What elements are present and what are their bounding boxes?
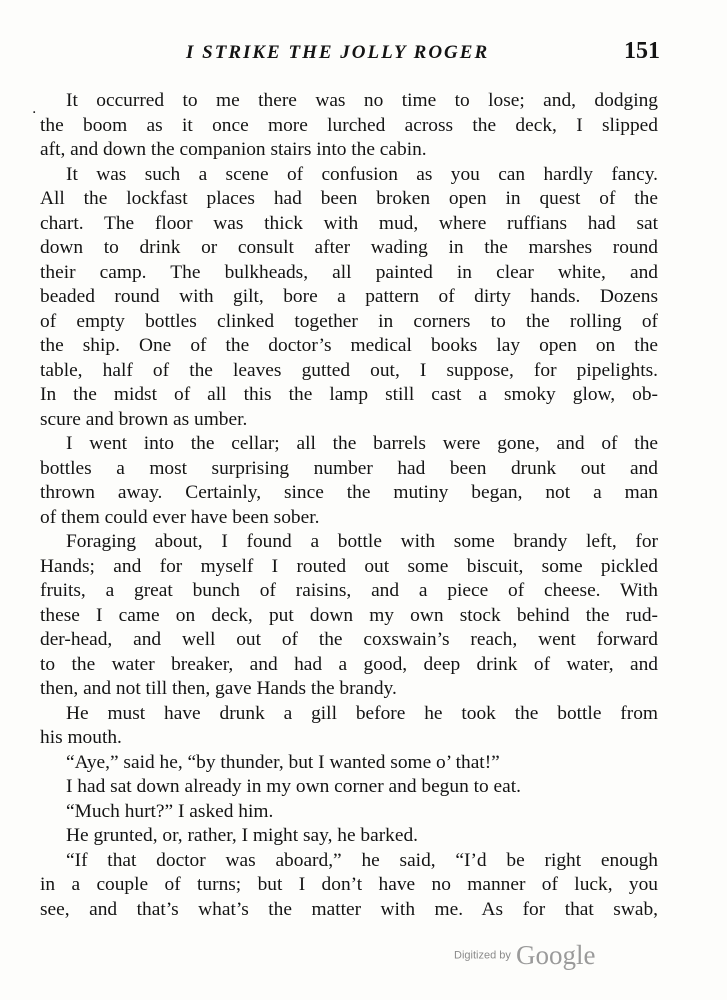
page-number: 151 (624, 38, 660, 64)
running-title: I STRIKE THE JOLLY ROGER (186, 42, 490, 63)
paragraph-9 (40, 824, 658, 849)
paragraph-5 (40, 702, 658, 751)
text-line: these I came on deck, put down my own stock behind the rud- (40, 604, 658, 626)
text-line: the boom as it once more lurched across the deck, I slipped (40, 114, 658, 136)
digitized-by-google-watermark (454, 940, 595, 971)
text-line: chart. The floor was thick with mud, where ruffians had sat (40, 212, 658, 234)
text-line: It was such a scene of confusion as you can hardly fancy. (66, 163, 658, 185)
text-line: in a couple of turns; but I don’t have no manner of luck, you (40, 874, 658, 895)
text-line: their camp. The bulkheads, all painted in clear white, and (40, 261, 658, 283)
text-line: down to drink or consult after wading in the marshes round (40, 237, 658, 258)
paragraph-1 (40, 89, 658, 163)
paragraph-2 (40, 163, 658, 433)
page-header (40, 38, 660, 72)
body-text (40, 89, 658, 922)
paragraph-10 (40, 849, 658, 923)
text-line: thrown away. Certainly, since the mutiny began, not a man (40, 482, 658, 503)
text-line: to the water breaker, and had a good, deep drink of water, and (40, 653, 658, 675)
paragraph-6 (40, 751, 658, 776)
text-line: of them could ever have been sober. (40, 506, 320, 528)
text-line: I had sat down already in my own corner and begun to eat. (66, 776, 521, 797)
text-line: I went into the cellar; all the barrels were gone, and of the (66, 433, 658, 454)
paragraph-7 (40, 775, 658, 800)
text-line: scure and brown as umber. (40, 408, 248, 430)
text-line: the ship. One of the doctor’s medical books lay open on the (40, 335, 658, 356)
text-line: He grunted, or, rather, I might say, he barked. (66, 825, 419, 846)
digitized-by-label: Digitized by (454, 949, 511, 962)
text-line: In the midst of all this the lamp still cast a smoky glow, ob- (40, 384, 658, 405)
text-line: then, and not till then, gave Hands the brandy. (40, 678, 397, 699)
paragraph-3 (40, 432, 658, 530)
text-line: Foraging about, I found a bottle with some brandy left, for (66, 531, 658, 552)
text-line: It occurred to me there was no time to lose; and, dodging (66, 90, 658, 111)
text-line: “Much hurt?” I asked him. (66, 800, 274, 822)
text-line: fruits, a great bunch of raisins, and a piece of cheese. With (40, 580, 658, 601)
text-line: beaded round with gilt, bore a pattern of dirty hands. Dozens (40, 286, 658, 307)
google-logo: Google (515, 940, 596, 970)
text-line: bottles a most surprising number had been drunk out and (40, 457, 658, 479)
paragraph-8 (40, 800, 658, 825)
text-line: aft, and down the companion stairs into the cabin. (40, 139, 427, 160)
paragraph-4 (40, 530, 658, 702)
text-line: see, and that’s what’s the matter with me. As for that swab, (40, 898, 658, 920)
text-line: “If that doctor was aboard,” he said, “I’d be right enough (66, 849, 658, 871)
text-line: Hands; and for myself I routed out some biscuit, some pickled (40, 555, 658, 577)
text-line: All the lockfast places had been broken open in quest of the (40, 188, 658, 209)
text-line: of empty bottles clinked together in corners to the rolling of (40, 310, 658, 332)
text-line: der-head, and well out of the coxswain’s reach, went forward (40, 629, 658, 650)
text-line: his mouth. (40, 727, 122, 748)
text-line: table, half of the leaves gutted out, I suppose, for pipelights. (40, 359, 658, 381)
text-line: “Aye,” said he, “by thunder, but I wanted some o’ that!” (66, 751, 500, 773)
text-line: He must have drunk a gill before he took the bottle from (66, 702, 658, 724)
margin-mark: · (32, 105, 37, 121)
